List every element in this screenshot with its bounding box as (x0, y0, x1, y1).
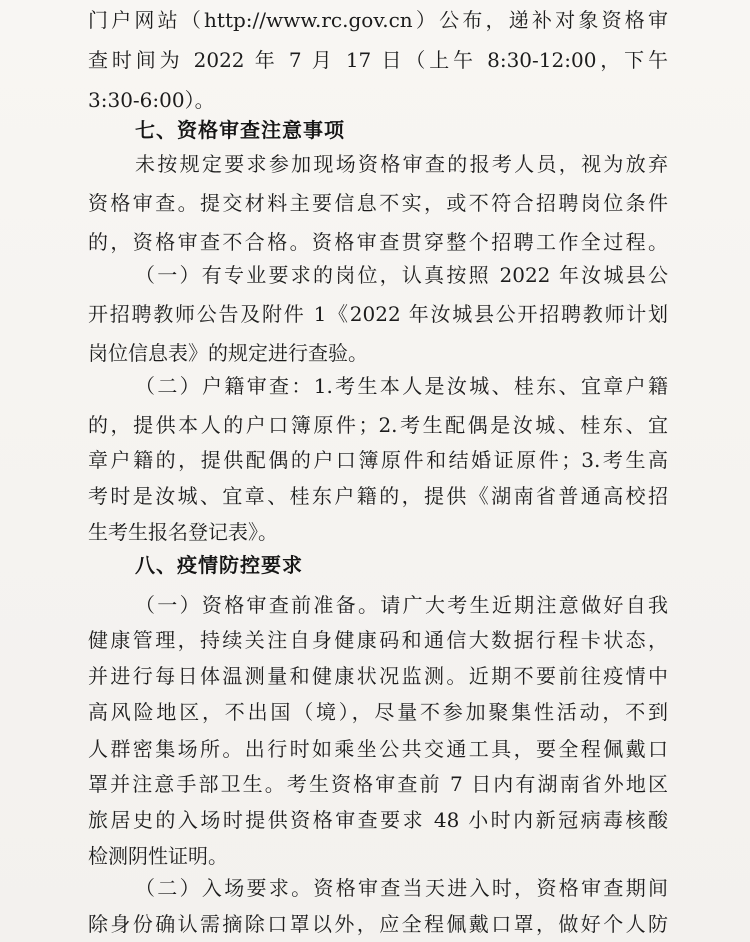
body-text-line: 资格审查。提交材料主要信息不实，或不符合招聘岗位条件 (88, 191, 668, 215)
body-text-line: 的，资格审查不合格。资格审查贯穿整个招聘工作全过程。 (88, 230, 668, 254)
body-text-line: 健康管理，持续关注自身健康码和通信大数据行程卡状态， (88, 628, 668, 652)
body-text-line: 并进行每日体温测量和健康状况监测。近期不要前往疫情中 (88, 664, 668, 688)
body-text-line: 高风险地区，不出国（境），尽量不参加聚集性活动，不到 (88, 700, 668, 724)
body-text-line: 门户网站（http://www.rc.gov.cn）公布，递补对象资格审 (88, 8, 668, 32)
body-text-line: 检测阴性证明。 (88, 844, 228, 868)
body-text-line: （二）户籍审查：1.考生本人是汝城、桂东、宜章户籍 (135, 374, 668, 398)
body-text-line: 罩并注意手部卫生。考生资格审查前 7 日内有湖南省外地区 (88, 772, 668, 796)
body-text-line: 旅居史的入场时提供资格审查要求 48 小时内新冠病毒核酸 (88, 808, 668, 832)
section-heading: 七、资格审查注意事项 (135, 118, 345, 142)
body-text-line: 人群密集场所。出行时如乘坐公共交通工具，要全程佩戴口 (88, 737, 668, 761)
body-text-line: 章户籍的，提供配偶的户口簿原件和结婚证原件；3.考生高 (88, 448, 668, 472)
body-text-line: 的，提供本人的户口簿原件；2.考生配偶是汝城、桂东、宜 (88, 413, 668, 437)
body-text-line: （一）资格审查前准备。请广大考生近期注意做好自我 (135, 593, 668, 617)
body-text-line: 3:30-6:00）。 (88, 88, 215, 112)
section-heading: 八、疫情防控要求 (135, 553, 303, 577)
body-text-line: 未按规定要求参加现场资格审查的报考人员，视为放弃 (135, 152, 668, 176)
body-text-line: （一）有专业要求的岗位，认真按照 2022 年汝城县公 (135, 263, 668, 287)
body-text-line: 考时是汝城、宜章、桂东户籍的，提供《湖南省普通高校招 (88, 484, 668, 508)
body-text-line: 生考生报名登记表》。 (88, 520, 278, 544)
body-text-line: 除身份确认需摘除口罩以外，应全程佩戴口罩，做好个人防 (88, 912, 668, 936)
body-text-line: （二）入场要求。资格审查当天进入时，资格审查期间 (135, 876, 668, 900)
body-text-line: 岗位信息表》的规定进行查验。 (88, 341, 368, 365)
body-text-line: 查时间为 2022 年 7 月 17 日（上午 8:30-12:00，下午 (88, 48, 668, 72)
body-text-line: 开招聘教师公告及附件 1《2022 年汝城县公开招聘教师计划 (88, 302, 668, 326)
